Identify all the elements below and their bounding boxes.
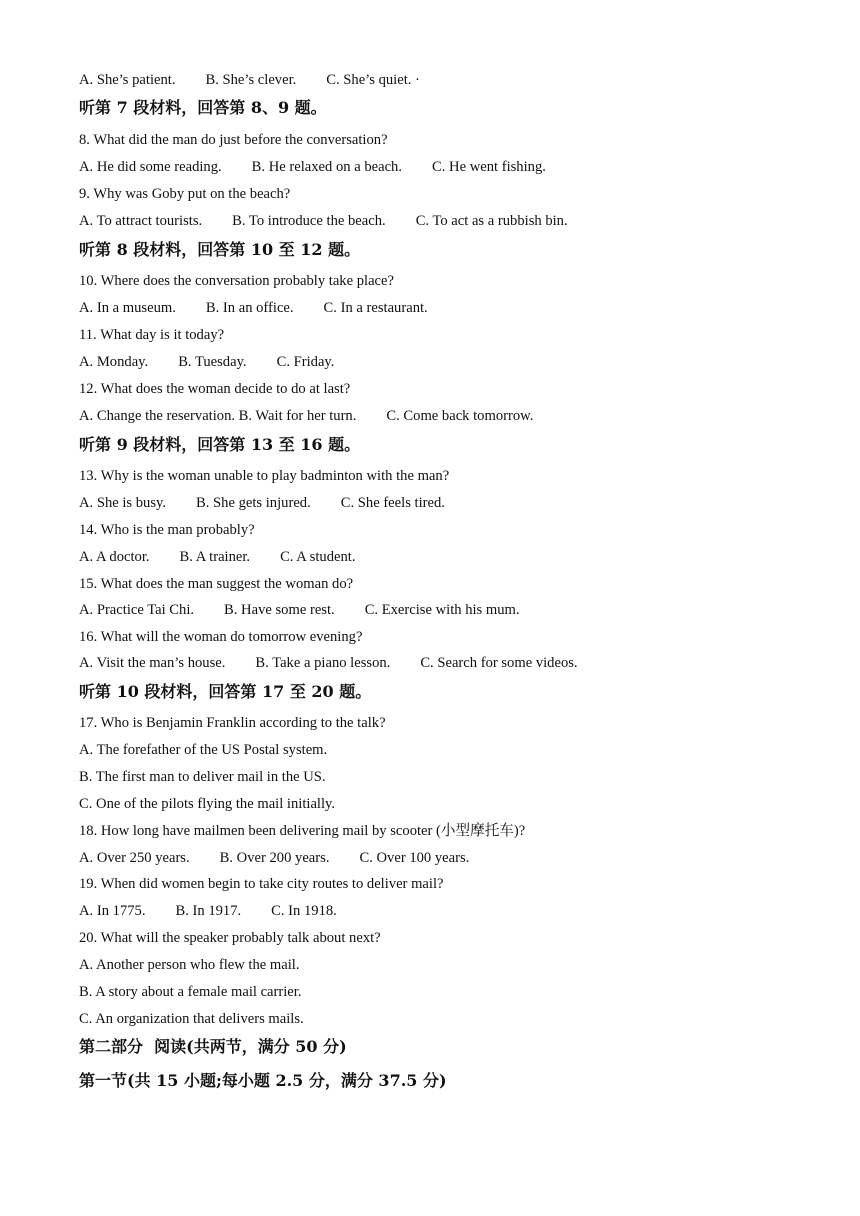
section-heading: 听第 8 段材料，回答第 10 至 12 题。	[79, 240, 361, 259]
section-heading: 第一节(共 15 小题;每小题 2.5 分，满分 37.5 分)	[79, 1071, 447, 1090]
answer-options-row	[79, 493, 445, 513]
answer-option: B. He relaxed on a beach.	[251, 159, 402, 175]
answer-options-row	[79, 352, 334, 372]
answer-option: A. He did some reading.	[79, 159, 222, 175]
answer-options-row	[79, 211, 568, 231]
answer-option: A. Monday.	[79, 354, 149, 370]
answer-option: A. In 1775.	[79, 903, 146, 919]
answer-option: B. She’s clever.	[205, 72, 297, 88]
answer-option-line: B. A story about a female mail carrier.	[79, 984, 302, 1000]
section-heading: 听第 10 段材料，回答第 17 至 20 题。	[79, 682, 372, 701]
question-text: 13. Why is the woman unable to play badminton with the man?	[79, 468, 450, 484]
answer-options-row	[79, 848, 469, 868]
answer-option: A. She is busy.	[79, 495, 167, 511]
answer-option-line: A. Another person who flew the mail.	[79, 957, 300, 973]
answer-option: B. Over 200 years.	[219, 850, 330, 866]
answer-option: C. She’s quiet. ·	[326, 72, 420, 88]
answer-option: B. She gets injured.	[196, 495, 311, 511]
answer-option: B. In 1917.	[175, 903, 242, 919]
answer-option-line: C. One of the pilots flying the mail initially.	[79, 796, 336, 812]
question-text: 14. Who is the man probably?	[79, 522, 255, 538]
answer-option: A. In a museum.	[79, 300, 176, 316]
answer-options-row	[79, 406, 533, 426]
answer-option-line: A. The forefather of the US Postal system.	[79, 742, 328, 758]
question-text: 10. Where does the conversation probably take place?	[79, 273, 394, 289]
answer-options-row	[79, 157, 546, 177]
question-text: 15. What does the man suggest the woman do?	[79, 576, 354, 592]
answer-option: C. Exercise with his mum.	[364, 602, 520, 618]
answer-option: A. Change the reservation. B. Wait for her turn.	[79, 408, 357, 424]
question-text: 19. When did women begin to take city routes to deliver mail?	[79, 876, 444, 892]
answer-option: C. A student.	[280, 549, 356, 565]
answer-options-row	[79, 70, 420, 90]
answer-options-row	[79, 547, 356, 567]
answer-option: A. She’s patient.	[79, 72, 176, 88]
answer-option: C. He went fishing.	[432, 159, 546, 175]
answer-option: C. In 1918.	[271, 903, 337, 919]
answer-option-line: C. An organization that delivers mails.	[79, 1011, 304, 1027]
answer-option: B. In an office.	[205, 300, 294, 316]
answer-options-row	[79, 653, 578, 673]
question-text: 12. What does the woman decide to do at last?	[79, 381, 351, 397]
answer-option: C. Search for some videos.	[420, 655, 578, 671]
answer-option: C. Friday.	[276, 354, 335, 370]
section-heading: 听第 7 段材料，回答第 8、9 题。	[79, 98, 327, 117]
answer-options-row	[79, 901, 337, 921]
answer-option: C. To act as a rubbish bin.	[415, 213, 568, 229]
answer-option: A. To attract tourists.	[79, 213, 203, 229]
section-heading: 听第 9 段材料，回答第 13 至 16 题。	[79, 435, 361, 454]
question-text: 17. Who is Benjamin Franklin according to the talk?	[79, 715, 386, 731]
answer-option: B. A trainer.	[179, 549, 251, 565]
answer-option: A. Over 250 years.	[79, 850, 190, 866]
answer-option: C. She feels tired.	[340, 495, 445, 511]
answer-option: C. In a restaurant.	[323, 300, 428, 316]
answer-option: C. Over 100 years.	[359, 850, 470, 866]
answer-option: A. Visit the man’s house.	[79, 655, 226, 671]
question-text: 9. Why was Goby put on the beach?	[79, 186, 291, 202]
answer-option: C. Come back tomorrow.	[386, 408, 534, 424]
answer-options-row	[79, 298, 428, 318]
answer-option: B. Take a piano lesson.	[255, 655, 391, 671]
question-text: 18. How long have mailmen been delivering mail by scooter (小型摩托车)?	[79, 823, 526, 839]
question-text: 8. What did the man do just before the conversation?	[79, 132, 388, 148]
answer-option: B. To introduce the beach.	[232, 213, 386, 229]
answer-option: A. A doctor.	[79, 549, 150, 565]
answer-option: A. Practice Tai Chi.	[79, 602, 195, 618]
question-text: 11. What day is it today?	[79, 327, 225, 343]
answer-options-row	[79, 600, 520, 620]
question-text: 16. What will the woman do tomorrow evening?	[79, 629, 363, 645]
question-text: 20. What will the speaker probably talk about next?	[79, 930, 381, 946]
answer-option-line: B. The first man to deliver mail in the US.	[79, 769, 326, 785]
section-heading: 第二部分 阅读(共两节，满分 50 分)	[79, 1037, 347, 1056]
answer-option: B. Have some rest.	[224, 602, 335, 618]
answer-option: B. Tuesday.	[178, 354, 247, 370]
